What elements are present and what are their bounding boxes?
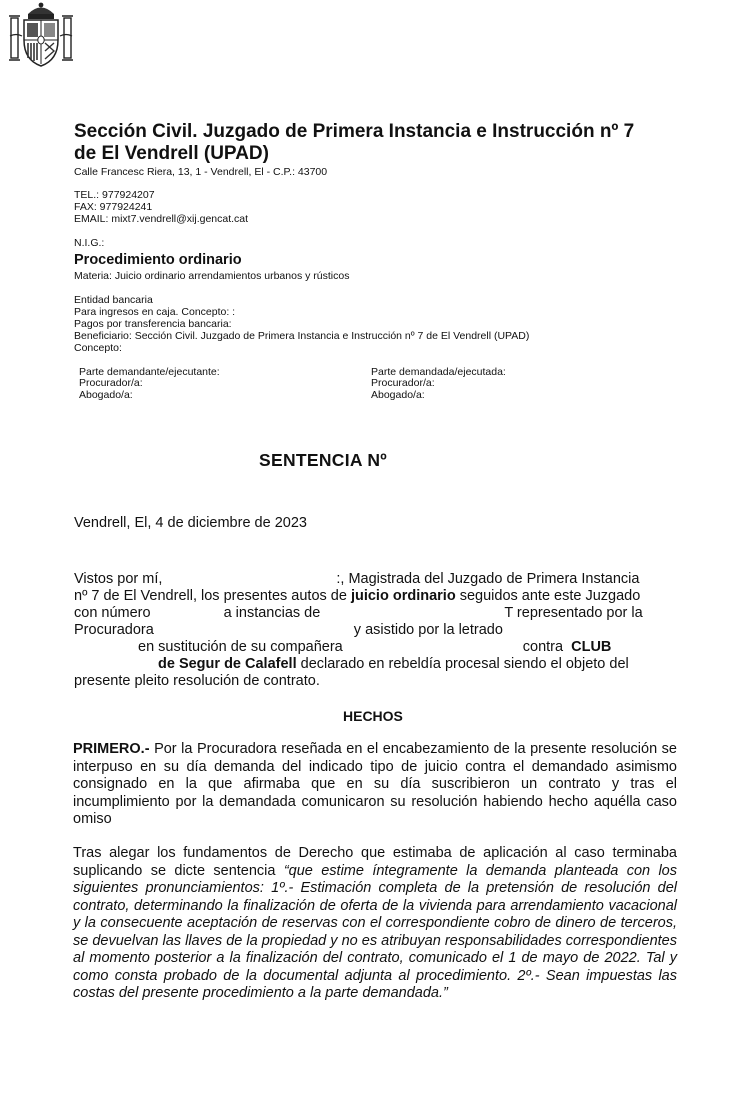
vistos-line-3: con número a instancias de T representado por la [74, 605, 643, 621]
vistos-line-2: nº 7 de El Vendrell, los presentes autos de juicio ordinario seguidos ante este Juzgado [74, 588, 641, 604]
defendant-procurador: Procurador/a: [371, 377, 435, 389]
coat-of-arms-emblem [8, 2, 74, 70]
primero-label: PRIMERO.- [73, 741, 150, 757]
primero-paragraph [73, 741, 677, 829]
primero-text: Por la Procuradora reseñada en el encabezamiento de la presente resolución se interpuso en su día demanda del indicado tipo de juicio contra el demandado asimismo consignado en la que afirmaba que en su día suscribieron un contrato y tras el incumplimiento por la demandada comunicaron su resolución habiendo hecho aquélla caso omiso [73, 741, 677, 827]
defendant-party: Parte demandada/ejecutada: [371, 366, 506, 378]
vistos-line-6: de Segur de Calafell declarado en rebeldía procesal siendo el objeto del [158, 656, 629, 672]
bank-entity: Entidad bancaria [74, 294, 153, 306]
tras-text: Tras alegar los fundamentos de Derecho que estimaba de aplicación al caso terminaba suplicando se dicte sentencia [73, 845, 677, 879]
bank-cash-concept: Para ingresos en caja. Concepto: : [74, 306, 236, 318]
vistos-line-1: Vistos por mí, :, Magistrada del Juzgado de Primera Instancia [74, 571, 640, 587]
court-email: EMAIL: mixt7.vendrell@xij.gencat.cat [74, 213, 249, 225]
court-name-line-1: Sección Civil. Juzgado de Primera Instancia e Instrucción nº 7 [74, 121, 635, 142]
court-address: Calle Francesc Riera, 13, 1 - Vendrell, El - C.P.: 43700 [74, 166, 328, 178]
nig-label: N.I.G.: [74, 237, 105, 249]
date-line: Vendrell, El, 4 de diciembre de 2023 [74, 515, 307, 531]
sentencia-title: SENTENCIA Nº [259, 450, 387, 470]
court-heading [74, 121, 714, 165]
procedure-materia: Materia: Juicio ordinario arrendamientos urbanos y rústicos [74, 270, 350, 282]
procedure-title: Procedimiento ordinario [74, 252, 242, 268]
vistos-line-7: presente pleito resolución de contrato. [74, 673, 320, 689]
tras-quote: “que estime íntegramente la demanda planteada con los siguientes pronunciamientos: 1º.- Estimación completa de la pretensión de resolución del contrato, determinando la finalización de oferta de la vivienda para arrendamiento vacacional y la consecuente aceptación de reservas con el correspondiente cobro de dinero de terceros, se devuelvan las llaves de la propiedad y no es atribuyan responsabilidades correspondientes al momento posterior a la finalización del contrato, comunicado el 1 de mayo de 2022. Tal y como consta probado de la documental adjunta al procedimiento. 2º.- Sean impuestas las costas del presente procedimiento a la parte demandada.” [73, 862, 677, 1001]
plaintiff-abogado: Abogado/a: [79, 389, 133, 401]
tras-paragraph [73, 845, 677, 1003]
court-fax: FAX: 977924241 [74, 201, 153, 213]
plaintiff-party: Parte demandante/ejecutante: [79, 366, 220, 378]
vistos-line-5: en sustitución de su compañera contra CLUB [138, 639, 612, 655]
vistos-line-4: Procuradora y asistido por la letrado [74, 622, 503, 638]
defendant-abogado: Abogado/a: [371, 389, 425, 401]
bank-beneficiary: Beneficiario: Sección Civil. Juzgado de Primera Instancia e Instrucción nº 7 de El Vendrell (UPAD) [74, 330, 530, 342]
court-phone: TEL.: 977924207 [74, 189, 155, 201]
plaintiff-procurador: Procurador/a: [79, 377, 143, 389]
bank-transfer: Pagos por transferencia bancaria: [74, 318, 232, 330]
bank-concept: Concepto: [74, 342, 122, 354]
court-name-line-2: de El Vendrell (UPAD) [74, 143, 269, 164]
hechos-heading: HECHOS [343, 708, 403, 724]
